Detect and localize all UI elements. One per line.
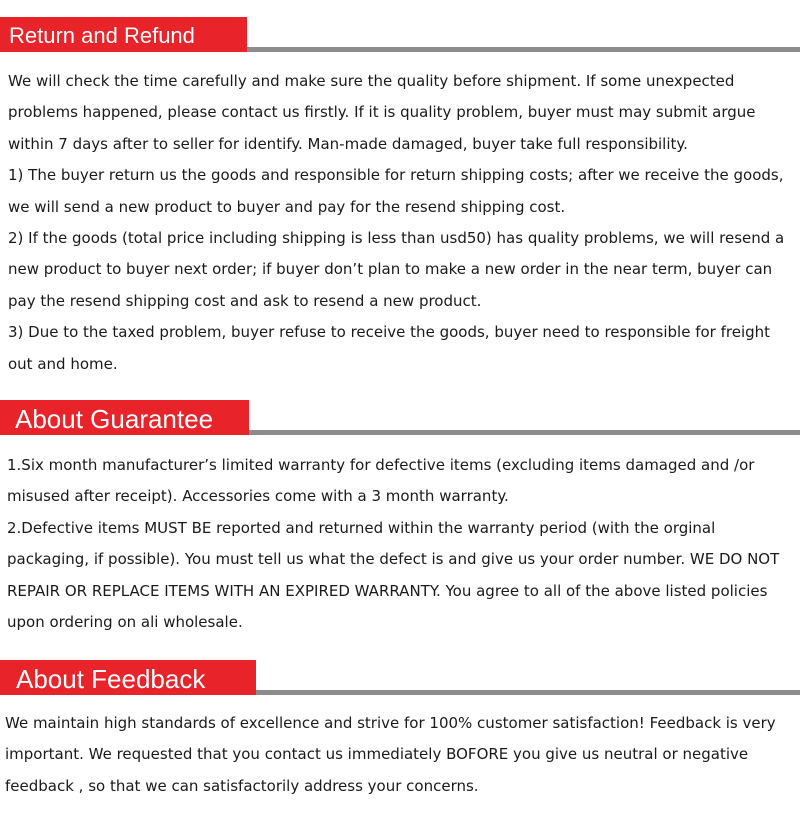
about-feedback-body bbox=[0, 708, 800, 802]
refund-policy-item-2: 2) If the goods (total price including shipping is less than usd50) has quality problems, we will resend a new product to buyer next order; if buyer don’t plan to make a new order in the near term, buyer can pay the resend shipping cost and ask to resend a new product. bbox=[8, 229, 785, 310]
about-guarantee-section bbox=[0, 400, 800, 638]
return-and-refund-body bbox=[0, 66, 800, 380]
guarantee-item-2: 2.Defective items MUST BE reported and returned within the warranty period (with the orginal packaging, if possible). You must tell us what the defect is and give us your order number. WE DO NOT REPAIR OR REPLACE ITEMS WITH AN EXPIRED WARRANTY. You agree to all of the above listed policies upon ordering on ali wholesale. bbox=[7, 518, 780, 632]
about-guarantee-banner bbox=[0, 400, 800, 440]
refund-policy-item-1: 1) The buyer return us the goods and responsible for return shipping costs; after we receive the goods, we will send a new product to buyer and pay for the resend shipping cost. bbox=[8, 166, 784, 216]
return-and-refund-banner bbox=[0, 17, 800, 57]
about-feedback-section bbox=[0, 660, 800, 802]
about-guarantee-body bbox=[0, 450, 800, 638]
return-and-refund-heading: Return and Refund bbox=[0, 17, 247, 52]
refund-intro-paragraph: We will check the time carefully and make sure the quality before shipment. If some unexpected problems happened, please contact us firstly. If it is quality problem, buyer must may submit argue within 7 days after to seller for identify. Man-made damaged, buyer take full responsibility. bbox=[8, 72, 756, 153]
feedback-paragraph: We maintain high standards of excellence and strive for 100% customer satisfaction! Feedback is very important. We requested that you contact us immediately BOFORE you give us neutral or negative feedback , so that we can satisfactorily address your concerns. bbox=[5, 714, 776, 795]
return-and-refund-section bbox=[0, 17, 800, 380]
guarantee-item-1: 1.Six month manufacturer’s limited warranty for defective items (excluding items damaged and /or misused after receipt). Accessories come with a 3 month warranty. bbox=[7, 456, 755, 506]
about-feedback-heading: About Feedback bbox=[0, 660, 256, 695]
about-guarantee-heading: About Guarantee bbox=[0, 400, 249, 435]
about-feedback-banner bbox=[0, 660, 800, 700]
refund-policy-item-3: 3) Due to the taxed problem, buyer refuse to receive the goods, buyer need to responsible for freight out and home. bbox=[8, 323, 771, 373]
